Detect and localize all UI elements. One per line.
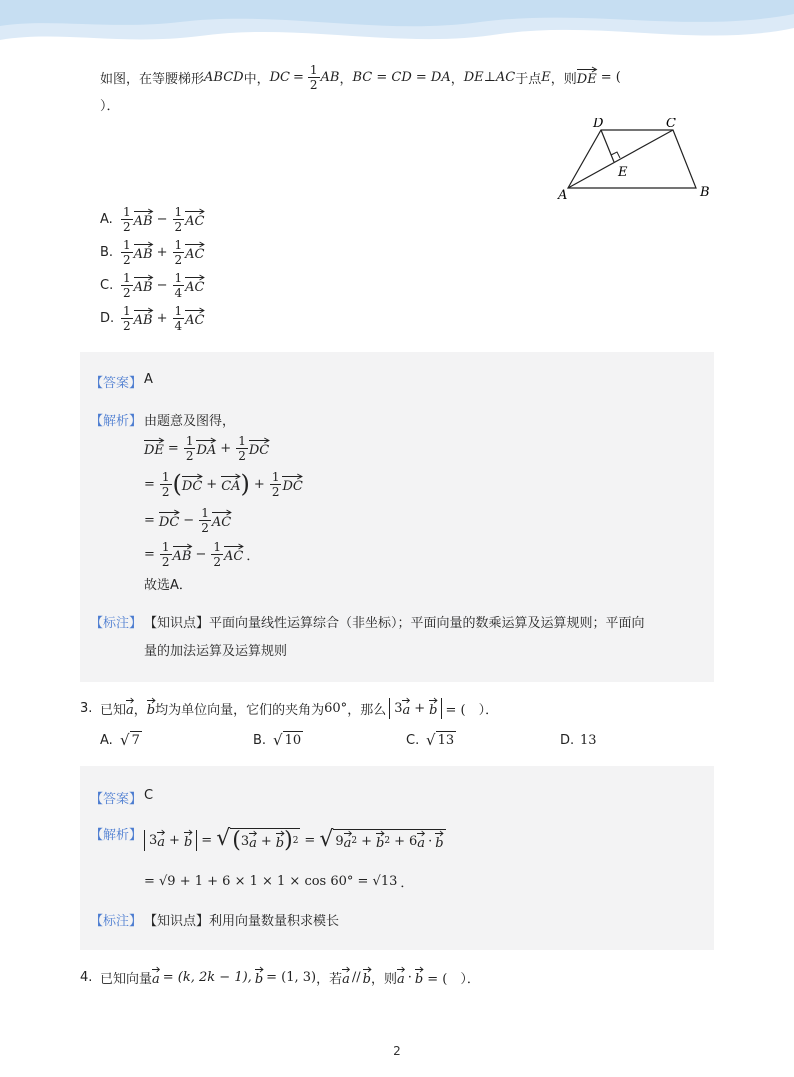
option-coef-1: $\frac{1}{2}$ (123, 237, 131, 267)
option-coef-1: $\frac{1}{2}$ (123, 204, 131, 234)
q3-option-b[interactable] (253, 725, 303, 755)
note-text: 【知识点】利用向量数量积求模长 (144, 914, 340, 929)
option-operator: − (156, 277, 168, 293)
q3-text: 已知 (100, 702, 127, 718)
option-operator: + (156, 310, 168, 326)
option-label: B. (253, 732, 267, 748)
equal-sides: BC = CD = DA (352, 69, 451, 85)
conclusion-text: 故选A． (144, 578, 192, 593)
option-label: A. (100, 732, 113, 748)
derivation-line-4: = $\frac{1}{2}$ AB − $\frac{1}{2}$ AC ． (144, 539, 260, 569)
q2-text: 中， (243, 71, 270, 87)
option-coef-2: $\frac{1}{2}$ (174, 237, 183, 267)
q2-text: ，则 (550, 71, 577, 87)
q3-text: = ( ）． (445, 702, 499, 718)
option-coef-2: $\frac{1}{4}$ (174, 303, 183, 333)
option-vector-2: AC (185, 277, 204, 294)
option-vector-1: AB (134, 244, 153, 261)
option-coef-2: $\frac{1}{4}$ (174, 270, 183, 300)
vector-de: DE (577, 69, 597, 86)
fraction-half: $\frac{1}{2}$ (309, 62, 318, 92)
option-operator: − (156, 211, 168, 227)
q4-text: ，则 (371, 971, 398, 987)
q2-stem-line1 (100, 62, 621, 92)
segment-ab: AB (320, 69, 340, 85)
q3-calc-line-1: 3 a + b = √ ( 3 a + b ) 2 = √ 9 a 2 + b 2 + 6 a · b (144, 818, 446, 862)
option-vector-1: AB (134, 277, 153, 294)
angle-value: 60° (324, 700, 348, 716)
perpendicular-statement: DE⊥AC (463, 69, 516, 85)
q4-stem: 4. 已知向量 a = (k, 2k − 1), b = (1, 3) ，若 a // b ，则 a · b = ( ）． (80, 963, 480, 991)
question-number: 4. (80, 969, 93, 985)
option-vector-1: AB (134, 310, 153, 327)
option-label: B. (100, 244, 114, 260)
q2-stem-line2 (100, 93, 120, 115)
answer-tag: 【答案】 (90, 376, 143, 391)
option-coef-1: $\frac{1}{2}$ (123, 270, 131, 300)
vector-b: b (255, 969, 263, 986)
option-coef-2: $\frac{1}{2}$ (174, 204, 183, 234)
option-label: A. (100, 211, 113, 227)
derivation-line-1: DE = $\frac{1}{2}$ DA + $\frac{1}{2}$ DC (144, 433, 270, 463)
answer-tag: 【答案】 (90, 792, 143, 807)
q2-text: ， (450, 71, 464, 87)
dot-sign: · (407, 969, 412, 985)
q3-calc-line-2: = √9 + 1 + 6 × 1 × 1 × cos 60° = √13 ． (144, 873, 414, 891)
q2-option-b[interactable] (100, 237, 204, 267)
trapezoid-figure (556, 118, 716, 204)
q3-answer-box (80, 766, 714, 950)
q4-text: = ( ）． (427, 971, 480, 987)
q3-text: ，那么 (347, 702, 387, 718)
label-c: C (666, 118, 676, 131)
q2-answer-box (80, 352, 714, 682)
option-value: 13 (580, 732, 597, 748)
note-tag: 【标注】 (90, 914, 143, 929)
derivation-line-3: = DC − $\frac{1}{2}$ AC (144, 505, 232, 535)
label-d: D (593, 118, 604, 131)
magnitude-expression: 3 a + b (389, 698, 442, 719)
vector-b-coords: = (1, 3) (266, 969, 317, 985)
q4-text: ，若 (316, 971, 343, 987)
option-vector-2: AC (185, 310, 204, 327)
answer-value: A (144, 372, 153, 387)
q2-option-c[interactable] (100, 270, 204, 300)
derivation-line-2: = $\frac{1}{2}$ ( DC + CA ) + $\frac{1}{2}$ DC (144, 469, 303, 499)
parallel-sign: // (351, 969, 361, 985)
equals-sign: = (292, 69, 304, 85)
option-coef-1: $\frac{1}{2}$ (123, 303, 131, 333)
q3-option-a[interactable] (100, 725, 142, 755)
option-vector-2: AC (185, 211, 204, 228)
q2-text: ）． (100, 98, 120, 114)
q3-text: ， (133, 702, 147, 718)
vector-a-coords: = (k, 2k − 1), (162, 969, 252, 985)
label-b: B (700, 185, 710, 200)
q2-text: 如图，在等腰梯形 (100, 71, 205, 87)
segment-dc: DC (269, 69, 290, 85)
analysis-tag: 【解析】 (90, 414, 143, 429)
q2-text: = ( (600, 69, 621, 85)
option-value: √ 13 (426, 731, 455, 749)
note-tag: 【标注】 (90, 616, 143, 631)
option-label: D. (100, 310, 115, 326)
option-value: √ 7 (120, 731, 140, 749)
option-label: C. (100, 277, 114, 293)
vector-a: a (126, 700, 134, 717)
label-e: E (618, 165, 628, 180)
note-line-1: 【知识点】平面向量线性运算综合（非坐标）；平面向量的数乘运算及运算规则；平面向 (144, 616, 645, 631)
q2-text: ， (339, 71, 353, 87)
q3-text: 均为单位向量，它们的夹角为 (155, 702, 325, 718)
q3-option-c[interactable] (406, 725, 456, 755)
point-e: E (541, 69, 551, 85)
option-vector-1: AB (134, 211, 153, 228)
q3-option-d[interactable] (560, 725, 597, 755)
vector-b: b (147, 700, 155, 717)
q2-option-a[interactable] (100, 204, 204, 234)
label-a: A (558, 188, 568, 203)
note-line-2: 量的加法运算及运算规则 (144, 644, 288, 659)
page-number: 2 (393, 1044, 401, 1058)
answer-value: C (144, 788, 154, 803)
analysis-intro: 由题意及图得， (144, 414, 236, 429)
option-label: D. (560, 732, 575, 748)
option-operator: + (156, 244, 168, 260)
vector-a: a (152, 969, 160, 986)
option-label: C. (406, 732, 420, 748)
option-value: √ 10 (273, 731, 302, 749)
q2-option-d[interactable] (100, 303, 204, 333)
header-wave-decoration (0, 0, 794, 60)
q3-stem (80, 694, 498, 722)
q3-calc-text: = √9 + 1 + 6 × 1 × 1 × cos 60° = √13 (144, 873, 398, 889)
trapezoid-name: ABCD (204, 69, 244, 85)
option-vector-2: AC (185, 244, 204, 261)
question-number: 3. (80, 700, 93, 716)
analysis-tag: 【解析】 (90, 828, 143, 843)
q2-text: 于点 (515, 71, 542, 87)
q4-text: 已知向量 (100, 971, 153, 987)
